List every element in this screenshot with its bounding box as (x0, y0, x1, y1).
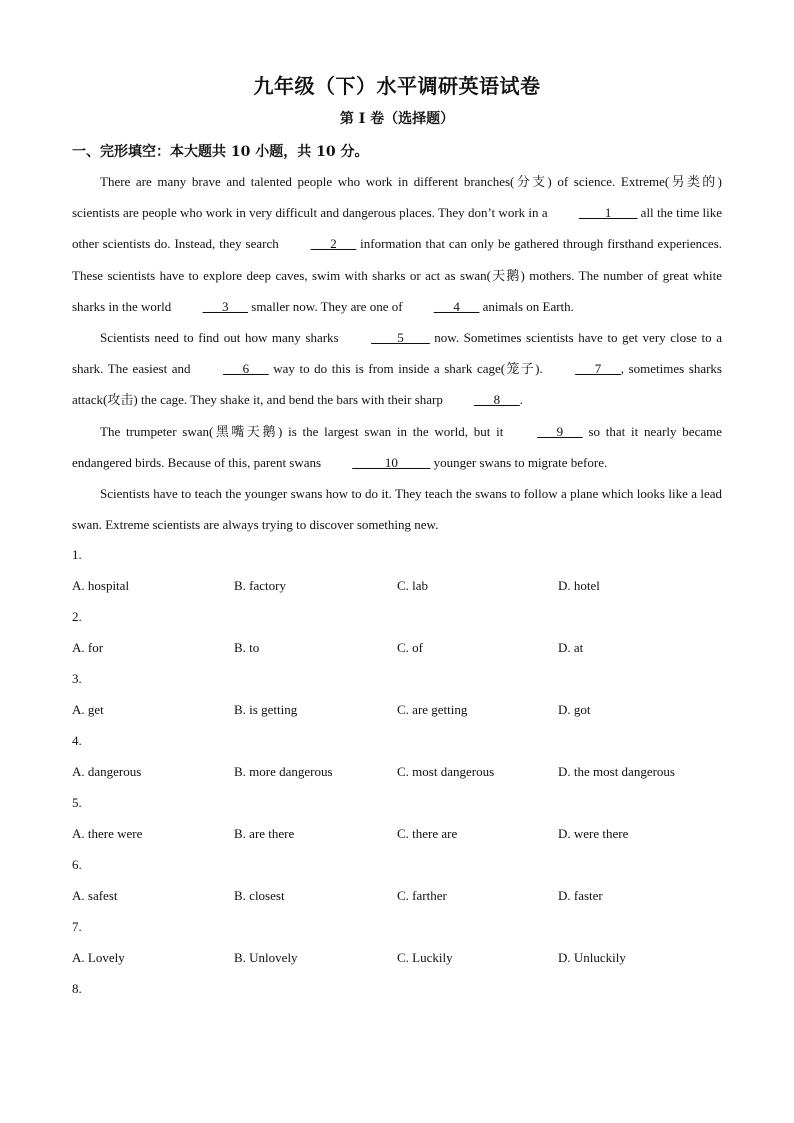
passage-text: Scientists have to teach the younger swans how to do it. They teach the swans to follow a plane which looks like a lead swan. Extreme scientists are always trying to discover something new. (72, 486, 722, 533)
question-number: 6. (72, 857, 82, 872)
question-number: 7. (72, 919, 82, 934)
question-options (72, 883, 722, 914)
blank-2: ___2___ (310, 236, 357, 252)
question-number: 2. (72, 609, 82, 624)
blank-7: ___7___ (575, 361, 621, 377)
passage-paragraph-2 (72, 322, 722, 416)
option-b[interactable]: B. more dangerous (234, 764, 333, 779)
option-c[interactable]: C. most dangerous (397, 764, 495, 779)
passage-paragraph-1 (72, 166, 722, 322)
passage-text: younger swans to migrate before. (430, 454, 608, 470)
blank-8: ___8___ (474, 392, 520, 408)
question-number: 8. (72, 981, 82, 996)
option-b[interactable]: B. factory (234, 578, 286, 593)
option-c[interactable]: C. farther (397, 888, 447, 903)
question-number: 5. (72, 795, 82, 810)
question-6 (72, 852, 722, 914)
option-d[interactable]: D. the most dangerous (558, 764, 675, 779)
option-c[interactable]: C. lab (397, 578, 429, 593)
option-b[interactable]: B. closest (234, 888, 285, 903)
option-b[interactable]: B. is getting (234, 702, 298, 717)
question-1 (72, 542, 722, 604)
blank-10: _____10_____ (352, 454, 431, 470)
blank-1: ____1____ (578, 205, 638, 221)
option-d[interactable]: D. were there (558, 826, 629, 841)
question-3 (72, 666, 722, 728)
passage-text: , sometimes sharks attack(攻击) the cage. They shake it, and bend the bars with their sharp (72, 361, 722, 408)
page-subtitle: 第 I 卷（选择题） (339, 111, 455, 127)
option-a[interactable]: A. for (72, 640, 104, 655)
question-7 (72, 914, 722, 976)
passage-text: The trumpeter swan(黑嘴天鹅) is the largest swan in the world, but it (100, 423, 510, 439)
question-list (72, 542, 722, 1007)
question-8 (72, 976, 722, 1007)
question-5 (72, 790, 722, 852)
option-a[interactable]: A. hospital (72, 578, 130, 593)
option-b[interactable]: B. to (234, 640, 260, 655)
passage-paragraph-3 (72, 416, 722, 478)
passage-text: smaller now. They are one of (248, 298, 406, 314)
option-c[interactable]: C. there are (397, 826, 458, 841)
option-d[interactable]: D. at (558, 640, 584, 655)
option-c[interactable]: C. are getting (397, 702, 468, 717)
question-options (72, 759, 722, 790)
passage-text: information that can only be gathered through firsthand experiences. These scientists have to explore deep caves, swim with sharks or act as swan(天鹅) mothers. The number of great white sharks in the world (72, 236, 723, 314)
question-options (72, 697, 722, 728)
option-c[interactable]: C. of (397, 640, 423, 655)
blank-4: ___4___ (433, 298, 480, 314)
question-options (72, 573, 722, 604)
option-a[interactable]: A. there were (72, 826, 143, 841)
option-d[interactable]: D. hotel (558, 578, 600, 593)
passage-text: animals on Earth. (479, 298, 574, 314)
passage-text: now. Sometimes scientists have to get very close to a shark. The easiest and (72, 330, 722, 377)
option-d[interactable]: D. Unluckily (558, 950, 626, 965)
blank-5: ____5____ (371, 330, 430, 346)
blank-9: ___9___ (537, 423, 583, 439)
option-a[interactable]: A. Lovely (72, 950, 125, 965)
blank-6: ___6___ (223, 361, 269, 377)
option-a[interactable]: A. get (72, 702, 104, 717)
passage-text: . (519, 392, 523, 408)
passage-paragraph-4 (72, 478, 722, 540)
question-number: 3. (72, 671, 82, 686)
passage-text: all the time like other scientists do. Instead, they search (72, 205, 722, 252)
option-c[interactable]: C. Luckily (397, 950, 453, 965)
question-number: 4. (72, 733, 82, 748)
passage-text: so that it nearly became endangered birds. Because of this, parent swans (72, 423, 723, 470)
option-b[interactable]: B. are there (234, 826, 295, 841)
passage-text: way to do this is from inside a shark cage(笼子). (268, 361, 548, 377)
cloze-passage (72, 166, 722, 540)
question-options (72, 821, 722, 852)
option-d[interactable]: D. faster (558, 888, 603, 903)
question-options (72, 635, 722, 666)
option-b[interactable]: B. Unlovely (234, 950, 298, 965)
question-number: 1. (72, 547, 82, 562)
option-d[interactable]: D. got (558, 702, 591, 717)
question-2 (72, 604, 722, 666)
page-title: 九年级（下）水平调研英语试卷 (253, 74, 541, 98)
section-heading: 一、完形填空：本大题共 10 小题，共 10 分。 (72, 144, 369, 160)
blank-3: ___3___ (202, 298, 249, 314)
option-a[interactable]: A. safest (72, 888, 118, 903)
passage-text: Scientists need to find out how many sharks (100, 330, 344, 346)
option-a[interactable]: A. dangerous (72, 764, 142, 779)
question-options (72, 945, 722, 976)
question-4 (72, 728, 722, 790)
passage-text: There are many brave and talented people who work in different branches(分支) of science. Extreme(另类的) scientists are people who work in very difficult and dangerous places. They don’t work in a (72, 174, 722, 221)
